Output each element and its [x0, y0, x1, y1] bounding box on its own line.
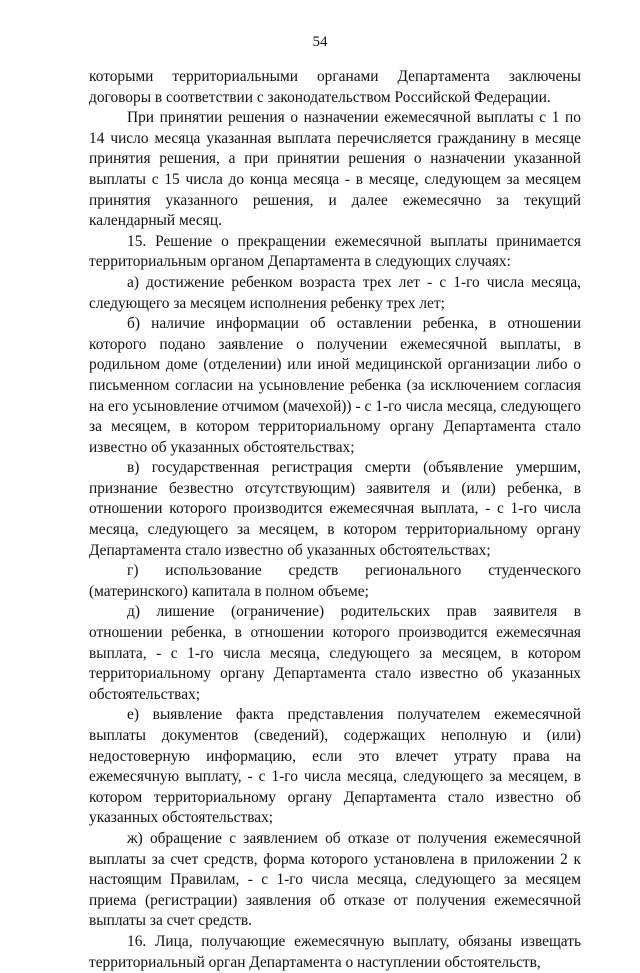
- paragraph-item-b: б) наличие информации об оставлении ребенка, в отношении которого подано заявление о получении ежемесячной выплаты, в родильном доме (отделении) или иной медицинской организации либо о письменном согласии на усыновление ребенка (за исключением согласия на его усыновление отчимом (мачехой)) - с 1-го числа месяца, следующего за месяцем, в котором территориальному органу Департамента стало известно об указанных обстоятельствах;: [89, 315, 581, 456]
- paragraph-item-d: д) лишение (ограничение) родительских прав заявителя в отношении ребенка, в отношении которого производится ежемесячная выплата, - с 1-го числа месяца, следующего за месяцем, в котором территориальному органу Департамента стало известно об указанных обстоятельствах;: [89, 603, 581, 703]
- paragraph-item-v: в) государственная регистрация смерти (объявление умершим, признание безвестно отсутствующим) заявителя и (или) ребенка, в отношении которого производится ежемесячная выплата, - с 1-го числа месяца, следующего за месяцем, в котором территориальному органу Департамента стало известно об указанных обстоятельствах;: [89, 459, 581, 559]
- paragraph-clause-15: 15. Решение о прекращении ежемесячной выплаты принимается территориальным органом Департамента в следующих случаях:: [89, 232, 581, 271]
- paragraph-item-a: а) достижение ребенком возраста трех лет - с 1-го числа месяца, следующего за месяцем исполнения ребенку трех лет;: [89, 273, 581, 312]
- paragraph-payment-timing: При принятии решения о назначении ежемесячной выплаты с 1 по 14 число месяца указанная выплата перечисляется гражданину в месяце принятия решения, а при принятии решения о назначении указанной выплаты с 15 числа до конца месяца - в месяце, следующем за месяцем принятия указанного решения, и далее ежемесячно за текущий календарный месяц.: [89, 109, 581, 230]
- paragraph-item-g: г) использование средств регионального студенческого (материнского) капитала в полном объеме;: [89, 562, 581, 600]
- paragraph-continuation: которыми территориальными органами Департамента заключены договоры в соответствии с законодательством Российской Федерации.: [89, 68, 581, 106]
- document-body: [89, 67, 581, 973]
- paragraph-item-zh: ж) обращение с заявлением об отказе от получения ежемесячной выплаты за счет средств, форма которого установлена в приложении 2 к настоящим Правилам, - с 1-го числа месяца, следующего за месяцем приема (регистрации) заявления об отказе от получения ежемесячной выплаты за счет средств.: [89, 829, 581, 930]
- paragraph-clause-16: 16. Лица, получающие ежемесячную выплату, обязаны извещать территориальный орган Департамента о наступлении обстоятельств,: [89, 932, 581, 971]
- paragraph-item-e: е) выявление факта представления получателем ежемесячной выплаты документов (сведений), содержащих неполную и (или) недостоверную информацию, если это влечет утрату права на ежемесячную выплату, - с 1-го числа месяца, следующего за месяцем, в котором территориальному органу Департамента стало известно об указанных обстоятельствах;: [89, 706, 581, 827]
- page-number: 54: [312, 34, 328, 50]
